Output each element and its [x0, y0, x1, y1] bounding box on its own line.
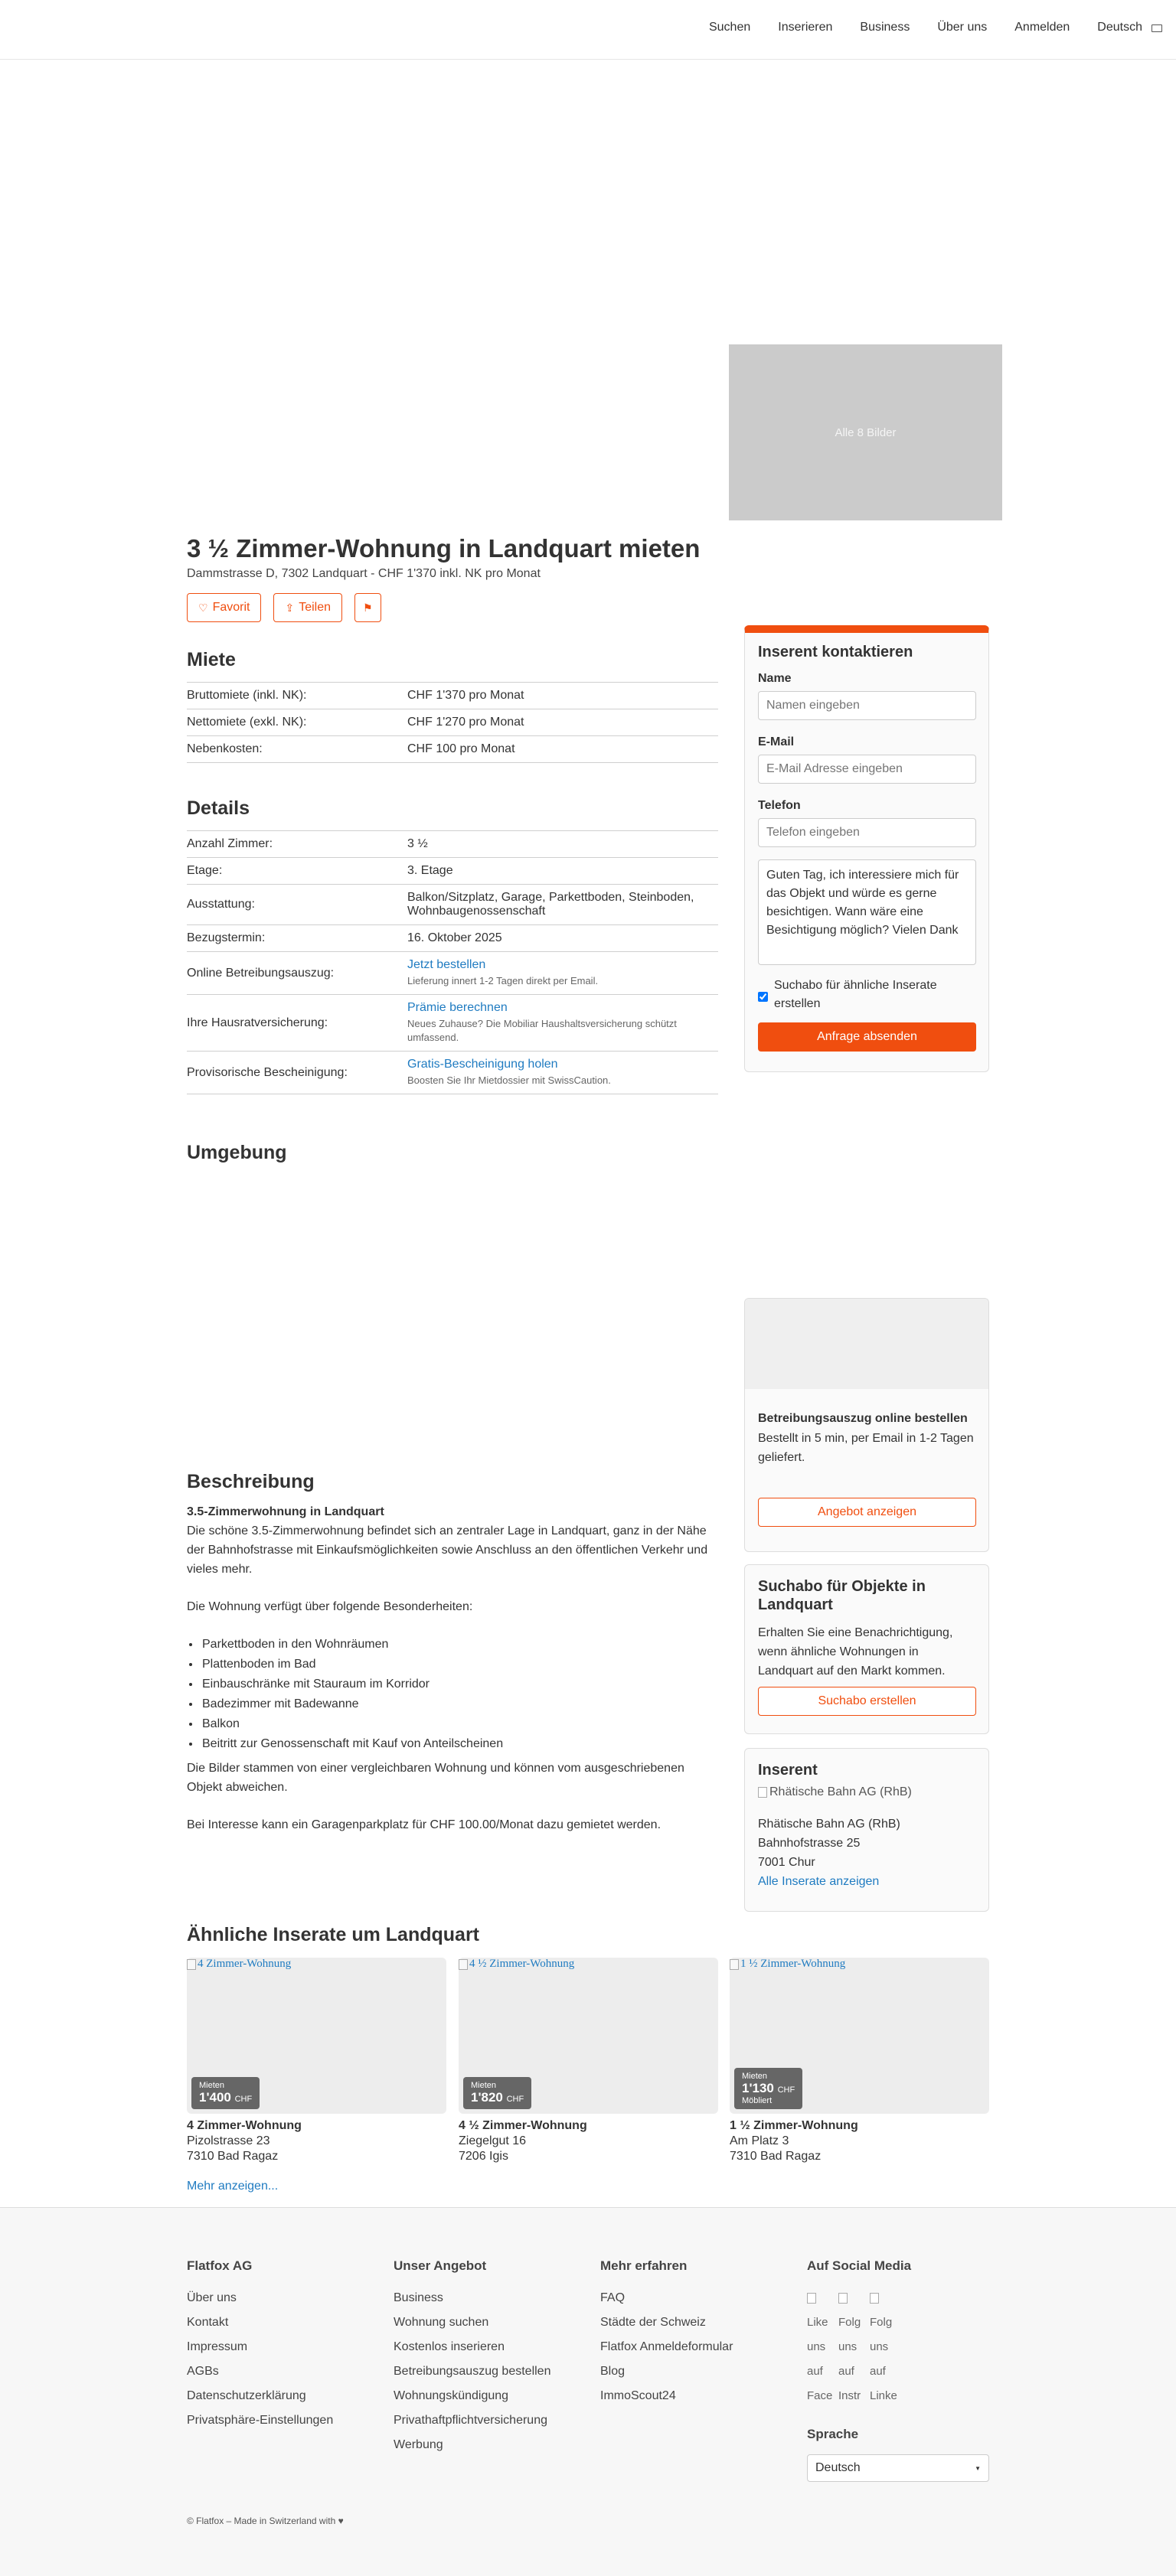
betreibung-text: Bestellt in 5 min, per Email in 1-2 Tagen geliefert.	[758, 1432, 974, 1464]
similar-listing-city: 7310 Bad Ragaz	[730, 2150, 822, 2163]
similar-listing-image	[730, 1958, 989, 2114]
all-listings-link[interactable]: Alle Inserate anzeigen	[758, 1875, 880, 1888]
umgebung-heading: Umgebung	[187, 1142, 287, 1163]
details-heading: Details	[187, 797, 250, 819]
social-alt-word: Instr	[838, 2389, 861, 2402]
social-image-alt	[838, 2286, 858, 2310]
social-alt-word: auf	[870, 2365, 886, 2378]
footer-heading: Unser Angebot	[394, 2258, 487, 2273]
similar-listing-image	[459, 1958, 718, 2114]
social-alt-word: Linke	[870, 2389, 897, 2402]
contact-heading: Inserent kontaktieren	[758, 644, 913, 660]
description	[187, 1502, 718, 1834]
footer-link[interactable]: Flatfox Anmeldeformular	[600, 2340, 733, 2353]
social-link-linkedin[interactable]	[870, 2286, 897, 2408]
footer-link[interactable]: Über uns	[187, 2291, 237, 2304]
language-select[interactable]	[807, 2454, 989, 2482]
broken-image-icon	[730, 1959, 739, 1970]
details-table	[187, 830, 718, 1094]
listing-subtitle: Dammstrasse D, 7302 Landquart - CHF 1'370 inkl. NK pro Monat	[187, 567, 541, 580]
share-icon: ⇪	[285, 601, 295, 614]
price-currency: CHF	[506, 2095, 524, 2104]
listing-actions	[187, 593, 381, 622]
similar-listing-street: Ziegelgut 16	[459, 2134, 527, 2147]
name-input[interactable]	[758, 691, 976, 720]
row-key: Nebenkosten:	[187, 736, 407, 763]
email-label: E-Mail	[758, 735, 795, 748]
row-value	[407, 952, 718, 995]
footer-heading: Mehr erfahren	[600, 2258, 688, 2273]
inserent-heading: Inserent	[758, 1762, 818, 1779]
nav-item-anmelden[interactable]: Anmelden	[1014, 21, 1070, 34]
suchabo-card	[744, 1564, 989, 1734]
share-label: Teilen	[299, 601, 332, 614]
similar-listing-text	[730, 2118, 989, 2164]
badge-price	[742, 2081, 795, 2096]
instagram-icon	[838, 2293, 848, 2304]
row-key: Nettomiete (exkl. NK):	[187, 709, 407, 736]
feature-item: • Einbauschränke mit Stauraum im Korridor	[201, 1674, 718, 1694]
badge-label: Mieten	[199, 2081, 225, 2090]
favorite-button[interactable]	[187, 593, 261, 622]
footer-link[interactable]: Business	[394, 2291, 443, 2304]
top-navigation	[0, 0, 1176, 60]
submit-inquiry-button[interactable]: Anfrage absenden	[758, 1022, 976, 1052]
nav-item-inserieren[interactable]: Inserieren	[778, 21, 833, 34]
footer-link[interactable]: Wohnungskündigung	[394, 2389, 509, 2402]
facebook-icon	[807, 2293, 816, 2304]
similar-listing-street: Pizolstrasse 23	[187, 2134, 270, 2147]
price-badge	[734, 2068, 802, 2109]
similar-listing-text	[459, 2118, 718, 2164]
alt-label: 1 ½ Zimmer-Wohnung	[740, 1958, 846, 1970]
phone-input[interactable]	[758, 818, 976, 847]
message-textarea[interactable]	[758, 859, 976, 965]
inserent-street: Bahnhofstrasse 25	[758, 1837, 861, 1850]
nav-item-deutsch[interactable]: Deutsch	[1097, 21, 1142, 34]
social-alt-word: auf	[838, 2365, 854, 2378]
language-heading: Sprache	[807, 2427, 859, 2441]
contact-form	[744, 625, 989, 1072]
name-label: Name	[758, 672, 792, 685]
footer-link[interactable]: AGBs	[187, 2365, 219, 2378]
badge-extra: Möbliert	[742, 2096, 773, 2105]
inserent-city: 7001 Chur	[758, 1856, 815, 1869]
create-suchabo-button[interactable]: Suchabo erstellen	[758, 1687, 976, 1716]
table-row	[187, 952, 718, 995]
social-link-instagram[interactable]	[838, 2286, 861, 2408]
footer-col-social	[807, 2258, 989, 2482]
description-p1: Die schöne 3.5-Zimmerwohnung befindet sich an zentraler Lage in Landquart, ganz in der Nähe der Bahnhofstrasse mit Einkaufsmöglichkeiten sowie Anschluss an den öffentlichen Verkehr und vieles mehr.	[187, 1524, 708, 1576]
image-alt-text	[187, 1958, 291, 1971]
row-value: CHF 1'270 pro Monat	[407, 709, 718, 736]
suchabo-title: Suchabo für Objekte in Landquart	[758, 1578, 926, 1613]
price-value: 1'130	[742, 2081, 774, 2095]
copyright: © Flatfox – Made in Switzerland with ♥	[187, 2516, 344, 2526]
similar-listing-card[interactable]	[730, 1958, 989, 2164]
menu-icon[interactable]	[1152, 24, 1162, 32]
social-alt-word: uns	[838, 2340, 858, 2353]
price-currency: CHF	[777, 2085, 795, 2095]
social-alt-word: Folg	[838, 2316, 861, 2329]
favorite-label: Favorit	[212, 601, 250, 614]
table-row	[187, 736, 718, 763]
table-row	[187, 925, 718, 952]
feature-item: • Parkettboden in den Wohnräumen	[201, 1635, 718, 1655]
row-link[interactable]: Prämie berechnen	[407, 1001, 508, 1014]
footer-link[interactable]: Blog	[600, 2365, 626, 2378]
row-subtext: Lieferung innert 1-2 Tagen direkt per Email.	[407, 975, 599, 986]
share-button[interactable]	[273, 593, 342, 622]
suchabo-checkbox[interactable]	[758, 980, 768, 1013]
row-value	[407, 995, 718, 1052]
row-key: Online Betreibungsauszug:	[187, 952, 407, 995]
all-images-label: Alle 8 Bilder	[835, 426, 897, 439]
footer-link[interactable]: ImmoScout24	[600, 2389, 676, 2402]
description-p2: Die Wohnung verfügt über folgende Besonderheiten:	[187, 1600, 473, 1613]
feature-list	[201, 1635, 718, 1754]
social-alt-word: auf	[807, 2365, 823, 2378]
more-link[interactable]: Mehr anzeigen...	[187, 2180, 279, 2193]
row-value: Balkon/Sitzplatz, Garage, Parkettboden, Steinboden, Wohnbaugenossenschaft	[407, 885, 718, 925]
betreibung-card	[744, 1298, 989, 1552]
row-key: Provisorische Bescheinigung:	[187, 1052, 407, 1094]
similar-listing-title: 4 ½ Zimmer-Wohnung	[459, 2119, 587, 2132]
footer-link[interactable]: Privathaftpflichtversicherung	[394, 2414, 547, 2427]
betreibung-title: Betreibungsauszug online bestellen	[758, 1412, 968, 1425]
row-value: CHF 1'370 pro Monat	[407, 683, 718, 709]
miete-heading: Miete	[187, 649, 236, 670]
footer-link[interactable]: Privatsphäre-Einstellungen	[187, 2414, 334, 2427]
row-key: Ihre Hausratversicherung:	[187, 995, 407, 1052]
inserent-logo-alt: Rhätische Bahn AG (RhB)	[769, 1785, 912, 1798]
social-link-facebook[interactable]	[807, 2286, 833, 2408]
social-alt-word: uns	[807, 2340, 826, 2353]
offer-button[interactable]: Angebot anzeigen	[758, 1498, 976, 1527]
alt-label: 4 ½ Zimmer-Wohnung	[469, 1958, 575, 1970]
footer-link[interactable]: Betreibungsauszug bestellen	[394, 2365, 551, 2378]
similar-listing-title: 4 Zimmer-Wohnung	[187, 2119, 302, 2132]
feature-item: • Beitritt zur Genossenschaft mit Kauf von Anteilscheinen	[201, 1734, 718, 1754]
similar-listing-title: 1 ½ Zimmer-Wohnung	[730, 2119, 858, 2132]
row-value: 3 ½	[407, 831, 718, 858]
email-input[interactable]	[758, 755, 976, 784]
footer-link[interactable]: Kostenlos inserieren	[394, 2340, 505, 2353]
price-value: 1'820	[471, 2090, 503, 2105]
price-badge	[191, 2077, 260, 2109]
broken-image-icon	[187, 1959, 196, 1970]
row-key: Bezugstermin:	[187, 925, 407, 952]
row-link[interactable]: Gratis-Bescheinigung holen	[407, 1058, 558, 1071]
footer-col-mehr	[600, 2258, 733, 2408]
footer-link[interactable]: FAQ	[600, 2291, 626, 2304]
similar-heading: Ähnliche Inserate um Landquart	[187, 1924, 480, 1945]
footer-heading: Flatfox AG	[187, 2258, 253, 2273]
similar-listing-city: 7310 Bad Ragaz	[187, 2150, 279, 2163]
badge-label: Mieten	[742, 2072, 768, 2081]
social-alt-word: Like	[807, 2316, 828, 2329]
inserent-name: Rhätische Bahn AG (RhB)	[758, 1818, 900, 1831]
similar-listing-card[interactable]	[459, 1958, 718, 2164]
table-row	[187, 1052, 718, 1094]
social-alt-word: Folg	[870, 2316, 893, 2329]
table-row	[187, 683, 718, 709]
social-image-alt	[807, 2286, 826, 2310]
feature-item: • Plattenboden im Bad	[201, 1655, 718, 1674]
social-alt-word: Face	[807, 2389, 833, 2402]
broken-image-icon	[758, 1787, 767, 1798]
table-row	[187, 831, 718, 858]
footer-link[interactable]: Städte der Schweiz	[600, 2316, 706, 2329]
price-badge	[463, 2077, 531, 2109]
more-options-button[interactable]	[354, 593, 381, 622]
feature-item: • Balkon	[201, 1714, 718, 1734]
beschreibung-heading: Beschreibung	[187, 1471, 315, 1492]
table-row	[187, 858, 718, 885]
social-heading: Auf Social Media	[807, 2258, 912, 2273]
footer	[0, 2207, 1176, 2576]
table-row	[187, 709, 718, 736]
inserent-logo	[758, 1785, 975, 1799]
footer-col-angebot	[394, 2258, 550, 2457]
gallery-all-images-button[interactable]	[729, 344, 1002, 520]
description-subtitle: 3.5-Zimmerwohnung in Landquart	[187, 1505, 384, 1518]
row-link[interactable]: Jetzt bestellen	[407, 958, 486, 971]
badge-price	[471, 2090, 524, 2105]
dropdown-arrow-icon: ▼	[975, 2464, 981, 2472]
row-key: Etage:	[187, 858, 407, 885]
social-image-alt	[870, 2286, 889, 2310]
footer-link[interactable]: Wohnung suchen	[394, 2316, 489, 2329]
footer-link[interactable]: Kontakt	[187, 2316, 229, 2329]
alt-label: 4 Zimmer-Wohnung	[198, 1958, 292, 1970]
inserent-card	[744, 1748, 989, 1912]
social-links	[807, 2286, 989, 2408]
miete-table	[187, 682, 718, 763]
nav-item-suchen[interactable]: Suchen	[708, 21, 751, 34]
nav-links	[681, 21, 1142, 34]
row-key: Bruttomiete (inkl. NK):	[187, 683, 407, 709]
listing-title: 3 ½ Zimmer-Wohnung in Landquart mieten	[187, 534, 701, 562]
similar-listing-street: Am Platz 3	[730, 2134, 789, 2147]
footer-col-flatfox	[187, 2258, 333, 2433]
nav-item-business[interactable]: Business	[860, 21, 910, 34]
nav-item-über-uns[interactable]: Über uns	[937, 21, 988, 34]
phone-label: Telefon	[758, 799, 801, 812]
row-value	[407, 1052, 718, 1094]
table-row	[187, 995, 718, 1052]
betreibung-image	[745, 1299, 988, 1389]
linkedin-icon	[870, 2293, 879, 2304]
similar-listing-text	[187, 2118, 446, 2164]
footer-link[interactable]: Werbung	[394, 2438, 443, 2451]
row-value: CHF 100 pro Monat	[407, 736, 718, 763]
price-value: 1'400	[199, 2090, 231, 2105]
language-selected: Deutsch	[815, 2461, 861, 2474]
description-p4: Bei Interesse kann ein Garagenparkplatz für CHF 100.00/Monat dazu gemietet werden.	[187, 1818, 662, 1831]
similar-listing-card[interactable]	[187, 1958, 446, 2164]
table-row	[187, 885, 718, 925]
similar-listing-image	[187, 1958, 446, 2114]
social-alt-word: uns	[870, 2340, 889, 2353]
similar-listing-city: 7206 Igis	[459, 2150, 508, 2163]
row-value: 3. Etage	[407, 858, 718, 885]
row-subtext: Boosten Sie Ihr Mietdossier mit SwissCaution.	[407, 1074, 611, 1086]
row-subtext: Neues Zuhause? Die Mobiliar Haushaltsversicherung schützt umfassend.	[407, 1018, 677, 1043]
price-currency: CHF	[234, 2095, 253, 2104]
badge-price	[199, 2090, 252, 2105]
heart-icon: ♡	[198, 601, 208, 614]
row-value: 16. Oktober 2025	[407, 925, 718, 952]
badge-label: Mieten	[471, 2081, 497, 2090]
broken-image-icon	[459, 1959, 468, 1970]
footer-link[interactable]: Impressum	[187, 2340, 248, 2353]
row-key: Anzahl Zimmer:	[187, 831, 407, 858]
flag-icon: ⚑	[363, 601, 373, 614]
feature-item: • Badezimmer mit Badewanne	[201, 1694, 718, 1714]
description-p3: Die Bilder stammen von einer vergleichbaren Wohnung und können vom ausgeschriebenen Objekt abweichen.	[187, 1762, 684, 1794]
suchabo-checkbox-label: Suchabo für ähnliche Inserate erstellen	[774, 979, 937, 1010]
suchabo-checkbox-row	[758, 977, 975, 1013]
image-alt-text	[459, 1958, 574, 1971]
image-alt-text	[730, 1958, 845, 1971]
suchabo-text: Erhalten Sie eine Benachrichtigung, wenn ähnliche Wohnungen in Landquart auf den Markt kommen.	[758, 1626, 953, 1678]
row-key: Ausstattung:	[187, 885, 407, 925]
footer-link[interactable]: Datenschutzerklärung	[187, 2389, 306, 2402]
